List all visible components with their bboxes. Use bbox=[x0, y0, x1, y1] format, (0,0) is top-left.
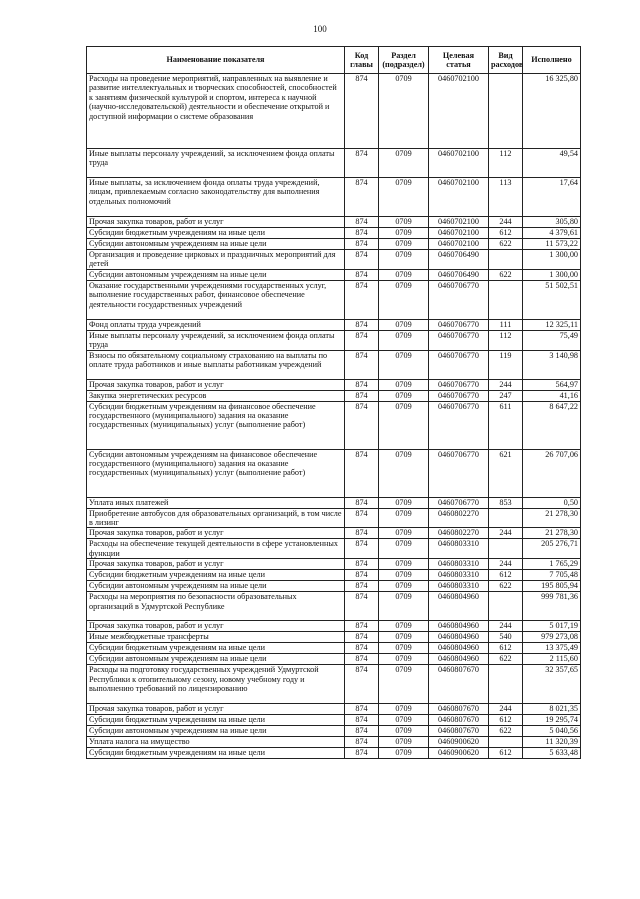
row-section: 0709 bbox=[379, 269, 429, 280]
row-target: 0460802270 bbox=[429, 528, 489, 539]
row-amount: 21 278,30 bbox=[523, 508, 581, 528]
row-code: 874 bbox=[345, 592, 379, 621]
row-code: 874 bbox=[345, 737, 379, 748]
row-code: 874 bbox=[345, 330, 379, 350]
row-name: Субсидии автономным учреждениям на финансовое обеспечение государственного (муниципального) задания на оказание государственных (муниципальных) услуг (выполнение работ) bbox=[87, 449, 345, 497]
row-section: 0709 bbox=[379, 643, 429, 654]
row-code: 874 bbox=[345, 539, 379, 559]
table-row bbox=[87, 559, 581, 570]
row-name: Прочая закупка товаров, работ и услуг bbox=[87, 621, 345, 632]
row-amount: 1 300,00 bbox=[523, 269, 581, 280]
row-code: 874 bbox=[345, 497, 379, 508]
row-name: Организация и проведение цирковых и праздничных мероприятий для детей bbox=[87, 250, 345, 270]
row-name: Расходы на мероприятия по безопасности образовательных организаций в Удмуртской Республике bbox=[87, 592, 345, 621]
row-amount: 1 765,29 bbox=[523, 559, 581, 570]
row-section: 0709 bbox=[379, 239, 429, 250]
row-type: 244 bbox=[489, 217, 523, 228]
row-type bbox=[489, 250, 523, 270]
row-type: 244 bbox=[489, 528, 523, 539]
table-row bbox=[87, 748, 581, 759]
row-amount: 8 647,22 bbox=[523, 401, 581, 449]
row-name: Иные выплаты, за исключением фонда оплаты труда учреждений, лицам, привлекаемым согласно законодательству для выполнения отдельных полномочий bbox=[87, 178, 345, 217]
row-type: 119 bbox=[489, 350, 523, 379]
row-amount: 0,50 bbox=[523, 497, 581, 508]
row-amount: 32 357,65 bbox=[523, 665, 581, 704]
row-target: 0460706770 bbox=[429, 449, 489, 497]
row-amount: 7 705,48 bbox=[523, 570, 581, 581]
row-section: 0709 bbox=[379, 250, 429, 270]
row-code: 874 bbox=[345, 559, 379, 570]
row-section: 0709 bbox=[379, 528, 429, 539]
row-amount: 41,16 bbox=[523, 390, 581, 401]
row-target: 0460804960 bbox=[429, 654, 489, 665]
row-target: 0460702100 bbox=[429, 228, 489, 239]
row-type: 622 bbox=[489, 239, 523, 250]
table-row bbox=[87, 539, 581, 559]
row-name: Взносы по обязательному социальному страхованию на выплаты по оплате труда работников и иные выплаты работникам учреждений bbox=[87, 350, 345, 379]
row-code: 874 bbox=[345, 704, 379, 715]
row-code: 874 bbox=[345, 269, 379, 280]
row-type bbox=[489, 737, 523, 748]
row-amount: 205 276,71 bbox=[523, 539, 581, 559]
row-section: 0709 bbox=[379, 401, 429, 449]
table-row bbox=[87, 217, 581, 228]
table-row bbox=[87, 449, 581, 497]
header-section-line1: Раздел bbox=[391, 50, 416, 60]
row-code: 874 bbox=[345, 715, 379, 726]
row-name: Уплата иных платежей bbox=[87, 497, 345, 508]
row-target: 0460702100 bbox=[429, 178, 489, 217]
row-type: 612 bbox=[489, 643, 523, 654]
table-row bbox=[87, 350, 581, 379]
table-row bbox=[87, 178, 581, 217]
row-target: 0460807670 bbox=[429, 715, 489, 726]
row-amount: 19 295,74 bbox=[523, 715, 581, 726]
row-code: 874 bbox=[345, 280, 379, 319]
row-type bbox=[489, 508, 523, 528]
row-amount: 13 375,49 bbox=[523, 643, 581, 654]
row-code: 874 bbox=[345, 581, 379, 592]
row-section: 0709 bbox=[379, 665, 429, 704]
table-row bbox=[87, 570, 581, 581]
row-target: 0460702100 bbox=[429, 239, 489, 250]
row-target: 0460807670 bbox=[429, 726, 489, 737]
row-type: 113 bbox=[489, 178, 523, 217]
table-row bbox=[87, 401, 581, 449]
row-amount: 11 320,39 bbox=[523, 737, 581, 748]
row-amount: 3 140,98 bbox=[523, 350, 581, 379]
row-type: 112 bbox=[489, 330, 523, 350]
row-type: 244 bbox=[489, 379, 523, 390]
row-amount: 51 502,51 bbox=[523, 280, 581, 319]
row-target: 0460900620 bbox=[429, 748, 489, 759]
row-section: 0709 bbox=[379, 559, 429, 570]
row-code: 874 bbox=[345, 665, 379, 704]
row-type: 622 bbox=[489, 726, 523, 737]
table-row bbox=[87, 497, 581, 508]
row-name: Уплата налога на имущество bbox=[87, 737, 345, 748]
row-name: Субсидии бюджетным учреждениям на финансовое обеспечение государственного (муниципального) задания на оказание государственных (муниципальных) услуг (выполнение работ) bbox=[87, 401, 345, 449]
row-code: 874 bbox=[345, 570, 379, 581]
row-amount: 12 325,11 bbox=[523, 319, 581, 330]
row-code: 874 bbox=[345, 228, 379, 239]
row-type: 612 bbox=[489, 748, 523, 759]
row-target: 0460706490 bbox=[429, 269, 489, 280]
row-target: 0460802270 bbox=[429, 508, 489, 528]
row-target: 0460804960 bbox=[429, 632, 489, 643]
row-name: Прочая закупка товаров, работ и услуг bbox=[87, 379, 345, 390]
header-section-line2: (подраздел) bbox=[382, 60, 425, 69]
row-target: 0460706490 bbox=[429, 250, 489, 270]
row-code: 874 bbox=[345, 621, 379, 632]
row-amount: 5 633,48 bbox=[523, 748, 581, 759]
row-amount: 5 017,19 bbox=[523, 621, 581, 632]
row-type: 244 bbox=[489, 559, 523, 570]
row-name: Субсидии бюджетным учреждениям на иные цели bbox=[87, 228, 345, 239]
header-name: Наименование показателя bbox=[87, 47, 345, 74]
row-section: 0709 bbox=[379, 632, 429, 643]
row-name: Субсидии автономным учреждениям на иные цели bbox=[87, 581, 345, 592]
row-amount: 1 300,00 bbox=[523, 250, 581, 270]
row-amount: 4 379,61 bbox=[523, 228, 581, 239]
row-type bbox=[489, 665, 523, 704]
budget-table bbox=[86, 46, 581, 759]
row-section: 0709 bbox=[379, 704, 429, 715]
table-row bbox=[87, 654, 581, 665]
table-row bbox=[87, 228, 581, 239]
page-number: 100 bbox=[313, 24, 327, 34]
row-code: 874 bbox=[345, 239, 379, 250]
row-code: 874 bbox=[345, 379, 379, 390]
table-row bbox=[87, 581, 581, 592]
row-amount: 49,54 bbox=[523, 149, 581, 178]
row-section: 0709 bbox=[379, 592, 429, 621]
row-target: 0460804960 bbox=[429, 643, 489, 654]
row-name: Расходы на обеспечение текущей деятельности в сфере установленных функции bbox=[87, 539, 345, 559]
row-amount: 2 115,60 bbox=[523, 654, 581, 665]
row-code: 874 bbox=[345, 508, 379, 528]
row-target: 0460803310 bbox=[429, 570, 489, 581]
row-amount: 17,64 bbox=[523, 178, 581, 217]
row-amount: 305,80 bbox=[523, 217, 581, 228]
table-row bbox=[87, 390, 581, 401]
table-row bbox=[87, 330, 581, 350]
row-section: 0709 bbox=[379, 539, 429, 559]
row-target: 0460706770 bbox=[429, 350, 489, 379]
row-section: 0709 bbox=[379, 508, 429, 528]
row-type: 612 bbox=[489, 228, 523, 239]
row-target: 0460706770 bbox=[429, 330, 489, 350]
row-section: 0709 bbox=[379, 621, 429, 632]
row-code: 874 bbox=[345, 217, 379, 228]
row-target: 0460702100 bbox=[429, 74, 489, 149]
row-code: 874 bbox=[345, 350, 379, 379]
row-section: 0709 bbox=[379, 280, 429, 319]
header-code-line1: Код bbox=[354, 50, 369, 60]
row-target: 0460706770 bbox=[429, 390, 489, 401]
row-target: 0460702100 bbox=[429, 217, 489, 228]
row-section: 0709 bbox=[379, 319, 429, 330]
header-type-line2: расходов bbox=[491, 60, 524, 69]
row-name: Субсидии автономным учреждениям на иные цели bbox=[87, 726, 345, 737]
row-type: 622 bbox=[489, 581, 523, 592]
row-section: 0709 bbox=[379, 570, 429, 581]
row-target: 0460803310 bbox=[429, 539, 489, 559]
row-type: 540 bbox=[489, 632, 523, 643]
row-type bbox=[489, 74, 523, 149]
row-code: 874 bbox=[345, 149, 379, 178]
row-type: 247 bbox=[489, 390, 523, 401]
row-target: 0460706770 bbox=[429, 280, 489, 319]
table-row bbox=[87, 280, 581, 319]
row-section: 0709 bbox=[379, 737, 429, 748]
header-type bbox=[489, 47, 523, 74]
row-type: 112 bbox=[489, 149, 523, 178]
table-row bbox=[87, 665, 581, 704]
row-name: Субсидии бюджетным учреждениям на иные цели bbox=[87, 570, 345, 581]
row-name: Прочая закупка товаров, работ и услуг bbox=[87, 217, 345, 228]
row-type: 244 bbox=[489, 704, 523, 715]
header-section bbox=[379, 47, 429, 74]
row-name: Субсидии автономным учреждениям на иные цели bbox=[87, 654, 345, 665]
table-row bbox=[87, 250, 581, 270]
table-row bbox=[87, 592, 581, 621]
row-amount: 11 573,22 bbox=[523, 239, 581, 250]
row-name: Прочая закупка товаров, работ и услуг bbox=[87, 559, 345, 570]
row-target: 0460706770 bbox=[429, 379, 489, 390]
row-name: Прочая закупка товаров, работ и услуг bbox=[87, 704, 345, 715]
row-section: 0709 bbox=[379, 149, 429, 178]
row-name: Субсидии бюджетным учреждениям на иные цели bbox=[87, 715, 345, 726]
table-row bbox=[87, 726, 581, 737]
row-name: Фонд оплаты труда учреждений bbox=[87, 319, 345, 330]
row-code: 874 bbox=[345, 632, 379, 643]
row-type: 853 bbox=[489, 497, 523, 508]
row-type: 612 bbox=[489, 570, 523, 581]
table-row bbox=[87, 269, 581, 280]
row-code: 874 bbox=[345, 449, 379, 497]
row-type: 622 bbox=[489, 654, 523, 665]
row-type: 244 bbox=[489, 621, 523, 632]
row-code: 874 bbox=[345, 643, 379, 654]
row-target: 0460702100 bbox=[429, 149, 489, 178]
row-section: 0709 bbox=[379, 449, 429, 497]
row-type: 111 bbox=[489, 319, 523, 330]
row-section: 0709 bbox=[379, 715, 429, 726]
row-type bbox=[489, 592, 523, 621]
table-row bbox=[87, 643, 581, 654]
row-name: Иные выплаты персоналу учреждений, за исключением фонда оплаты труда bbox=[87, 330, 345, 350]
row-type: 621 bbox=[489, 449, 523, 497]
row-name: Приобретение автобусов для образовательных организаций, в том числе в лизинг bbox=[87, 508, 345, 528]
row-section: 0709 bbox=[379, 379, 429, 390]
row-target: 0460804960 bbox=[429, 592, 489, 621]
row-amount: 564,97 bbox=[523, 379, 581, 390]
row-name: Оказание государственными учреждениями государственных услуг, выполнение государственных работ, финансовое обеспечение деятельности государственных учреждений bbox=[87, 280, 345, 319]
table-row bbox=[87, 239, 581, 250]
row-section: 0709 bbox=[379, 726, 429, 737]
row-code: 874 bbox=[345, 390, 379, 401]
row-amount: 8 021,35 bbox=[523, 704, 581, 715]
row-amount: 979 273,08 bbox=[523, 632, 581, 643]
header-target: Целевая статья bbox=[429, 47, 489, 74]
row-name: Иные выплаты персоналу учреждений, за исключением фонда оплаты труда bbox=[87, 149, 345, 178]
row-type: 612 bbox=[489, 715, 523, 726]
row-target: 0460900620 bbox=[429, 737, 489, 748]
row-code: 874 bbox=[345, 178, 379, 217]
header-executed: Исполнено bbox=[523, 47, 581, 74]
table-row bbox=[87, 149, 581, 178]
table-row bbox=[87, 715, 581, 726]
table-row bbox=[87, 528, 581, 539]
row-target: 0460706770 bbox=[429, 497, 489, 508]
row-type bbox=[489, 280, 523, 319]
header-type-line1: Вид bbox=[498, 50, 513, 60]
row-name: Расходы на подготовку государственных учреждений Удмуртской Республики к отопительному сезону, новому учебному году и выполнению требований по лицензированию bbox=[87, 665, 345, 704]
row-name: Субсидии автономным учреждениям на иные цели bbox=[87, 269, 345, 280]
row-target: 0460804960 bbox=[429, 621, 489, 632]
row-amount: 26 707,06 bbox=[523, 449, 581, 497]
row-section: 0709 bbox=[379, 350, 429, 379]
row-section: 0709 bbox=[379, 748, 429, 759]
row-name: Расходы на проведение мероприятий, направленных на выявление и развитие интеллектуальных и творческих способностей, способностей к занятиям физической культурой и спортом, интереса к научной (научно-исследовательской) деятельности и обеспечение открытой и доступной информации о системе образования bbox=[87, 74, 345, 149]
row-code: 874 bbox=[345, 748, 379, 759]
row-target: 0460803310 bbox=[429, 581, 489, 592]
row-code: 874 bbox=[345, 74, 379, 149]
row-target: 0460807670 bbox=[429, 665, 489, 704]
table-row bbox=[87, 621, 581, 632]
row-name: Субсидии бюджетным учреждениям на иные цели bbox=[87, 748, 345, 759]
header-code bbox=[345, 47, 379, 74]
row-section: 0709 bbox=[379, 217, 429, 228]
row-amount: 21 278,30 bbox=[523, 528, 581, 539]
row-amount: 195 805,94 bbox=[523, 581, 581, 592]
row-amount: 999 781,36 bbox=[523, 592, 581, 621]
row-code: 874 bbox=[345, 726, 379, 737]
row-target: 0460706770 bbox=[429, 319, 489, 330]
row-name: Закупка энергетических ресурсов bbox=[87, 390, 345, 401]
row-name: Иные межбюджетные трансферты bbox=[87, 632, 345, 643]
table-header-row bbox=[87, 47, 581, 74]
row-type: 622 bbox=[489, 269, 523, 280]
header-code-line2: главы bbox=[350, 60, 373, 69]
row-amount: 75,49 bbox=[523, 330, 581, 350]
table-row bbox=[87, 508, 581, 528]
row-code: 874 bbox=[345, 528, 379, 539]
row-code: 874 bbox=[345, 654, 379, 665]
row-name: Субсидии автономным учреждениям на иные цели bbox=[87, 239, 345, 250]
row-section: 0709 bbox=[379, 654, 429, 665]
row-amount: 16 325,80 bbox=[523, 74, 581, 149]
table-row bbox=[87, 319, 581, 330]
row-section: 0709 bbox=[379, 330, 429, 350]
row-section: 0709 bbox=[379, 390, 429, 401]
row-target: 0460803310 bbox=[429, 559, 489, 570]
row-type bbox=[489, 539, 523, 559]
row-name: Прочая закупка товаров, работ и услуг bbox=[87, 528, 345, 539]
row-code: 874 bbox=[345, 401, 379, 449]
row-target: 0460807670 bbox=[429, 704, 489, 715]
row-type: 611 bbox=[489, 401, 523, 449]
row-section: 0709 bbox=[379, 228, 429, 239]
table-row bbox=[87, 74, 581, 149]
table-row bbox=[87, 379, 581, 390]
row-name: Субсидии бюджетным учреждениям на иные цели bbox=[87, 643, 345, 654]
row-code: 874 bbox=[345, 319, 379, 330]
row-section: 0709 bbox=[379, 497, 429, 508]
row-amount: 5 040,56 bbox=[523, 726, 581, 737]
row-section: 0709 bbox=[379, 581, 429, 592]
row-target: 0460706770 bbox=[429, 401, 489, 449]
row-section: 0709 bbox=[379, 178, 429, 217]
table-row bbox=[87, 737, 581, 748]
row-code: 874 bbox=[345, 250, 379, 270]
table-row bbox=[87, 704, 581, 715]
table-row bbox=[87, 632, 581, 643]
row-section: 0709 bbox=[379, 74, 429, 149]
